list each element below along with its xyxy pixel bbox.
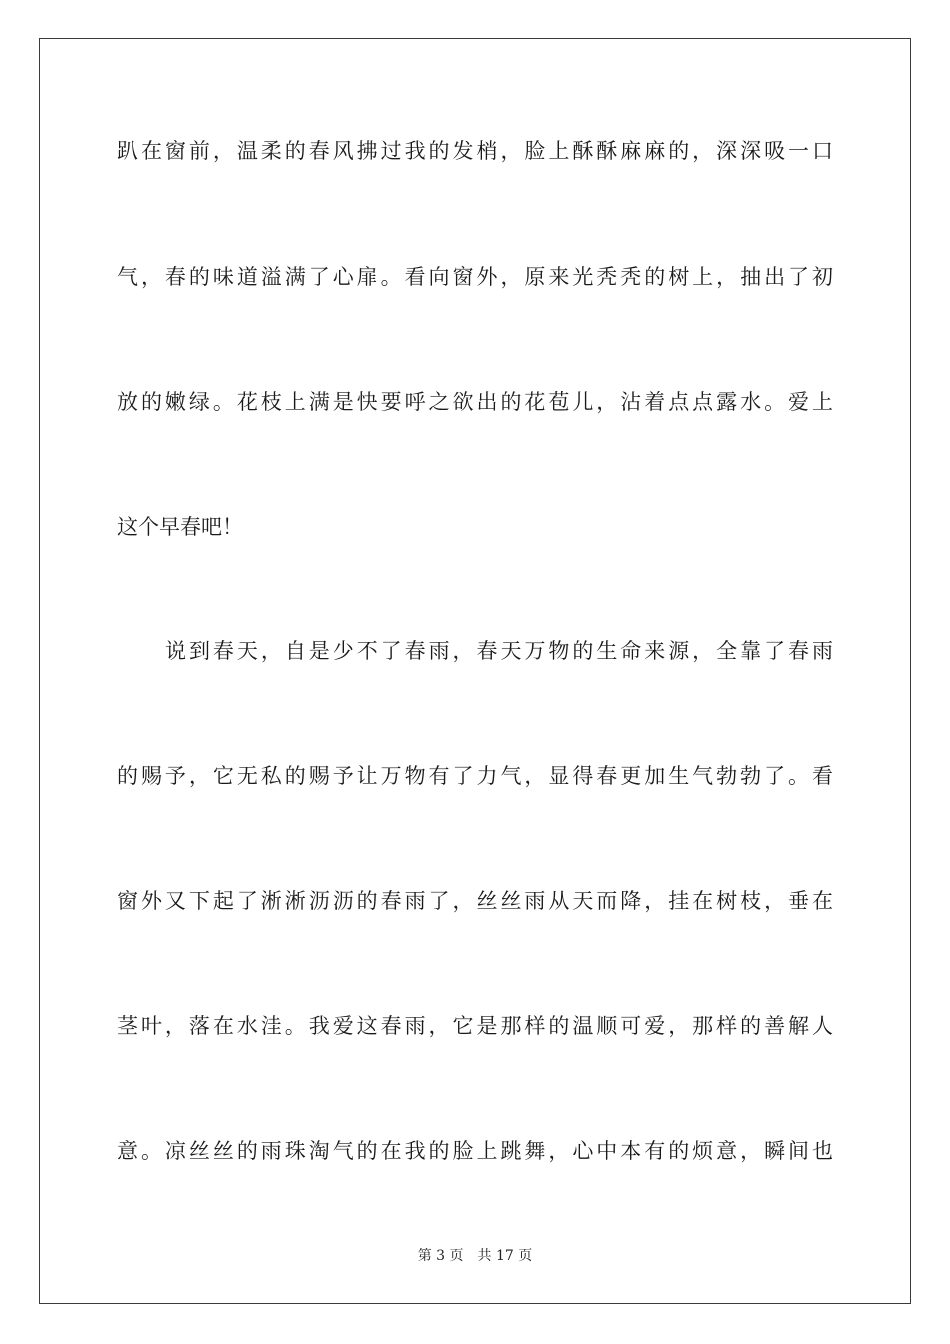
text-line: 放的嫩绿。花枝上满是快要呼之欲出的花苞儿，沾着点点露水。爱上: [117, 390, 833, 414]
text-line: 茎叶，落在水洼。我爱这春雨，它是那样的温顺可爱，那样的善解人: [117, 1014, 833, 1038]
text-line: 的赐予，它无私的赐予让万物有了力气，显得春更加生气勃勃了。看: [117, 764, 833, 788]
page-border: [39, 38, 911, 1304]
page-number: 第 3 页: [417, 1248, 464, 1264]
page-total: 共 17 页: [477, 1248, 533, 1264]
text-line: 趴在窗前，温柔的春风拂过我的发梢，脸上酥酥麻麻的，深深吸一口: [117, 139, 833, 163]
text-line: 意。凉丝丝的雨珠淘气的在我的脸上跳舞，心中本有的烦意，瞬间也: [117, 1139, 833, 1163]
text-line: 气，春的味道溢满了心扉。看向窗外，原来光秃秃的树上，抽出了初: [117, 265, 833, 289]
page-footer: [0, 1246, 950, 1266]
text-line: 窗外又下起了淅淅沥沥的春雨了，丝丝雨从天而降，挂在树枝，垂在: [117, 889, 833, 913]
text-line: 这个早春吧！: [117, 515, 243, 539]
text-line: 说到春天，自是少不了春雨，春天万物的生命来源，全靠了春雨: [165, 639, 833, 663]
